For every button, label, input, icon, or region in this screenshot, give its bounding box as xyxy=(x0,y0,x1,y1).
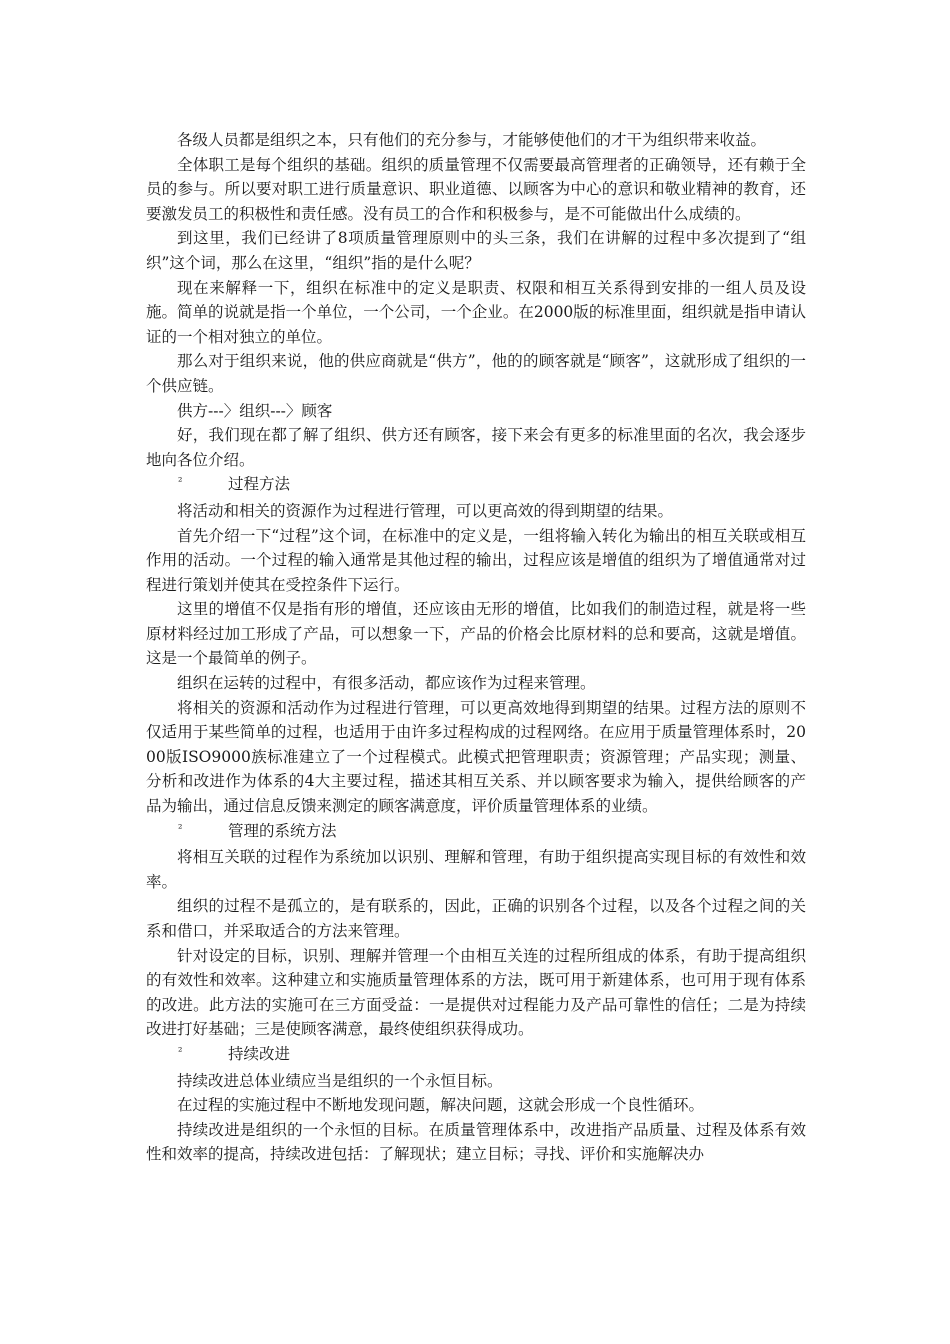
body-paragraph: 针对设定的目标，识别、理解并管理一个由相互关连的过程所组成的体系，有助于提高组织的有效性和效率。这种建立和实施质量管理体系的方法，既可用于新建体系，也可用于现有体系的改进。此方法的实施可在三方面受益：一是提供对过程能力及产品可靠性的信任；二是为持续改进打好基础；三是使顾客满意，最终使组织获得成功。 xyxy=(146,946,806,1039)
body-paragraph: 那么对于组织来说，他的供应商就是“供方”，他的的顾客就是“顾客”，这就形成了组织的一个供应链。 xyxy=(146,352,806,395)
bullet-marker: ² xyxy=(178,821,183,835)
body-paragraph: 各级人员都是组织之本，只有他们的充分参与，才能够使他们的才干为组织带来收益。 xyxy=(177,131,767,149)
body-paragraph: 全体职工是每个组织的基础。组织的质量管理不仅需要最高管理者的正确领导，还有赖于全员的参与。所以要对职工进行质量意识、职业道德、以顾客为中心的意识和敬业精神的教育，还要激发员工的积极性和责任感。没有员工的合作和积极参与，是不可能做出什么成绩的。 xyxy=(146,155,806,223)
section-heading-text: 持续改进 xyxy=(228,1044,291,1063)
section-heading-text: 过程方法 xyxy=(228,475,291,494)
section-heading xyxy=(146,1042,806,1069)
body-paragraph: 好，我们现在都了解了组织、供方还有顾客，接下来会有更多的标准里面的名次，我会逐步地向各位介绍。 xyxy=(146,426,806,469)
document-body xyxy=(146,128,806,1167)
body-paragraph: 持续改进是组织的一个永恒的目标。在质量管理体系中，改进指产品质量、过程及体系有效性和效率的提高，持续改进包括：了解现状；建立目标；寻找、评价和实施解决办 xyxy=(146,1120,806,1164)
body-paragraph: 将相关的资源和活动作为过程进行管理，可以更高效地得到期望的结果。过程方法的原则不仅适用于某些简单的过程，也适用于由许多过程构成的过程网络。在应用于质量管理体系时，2000版ISO9000族标准建立了一个过程模式。此模式把管理职责；资源管理；产品实现；测量、分析和改进作为体系的4大主要过程，描述其相互关系、并以顾客要求为输入，提供给顾客的产品为输出，通过信息反馈来测定的顾客满意度，评价质量管理体系的业绩。 xyxy=(146,698,806,816)
body-paragraph: 首先介绍一下“过程”这个词，在标准中的定义是，一组将输入转化为输出的相互关联或相互作用的活动。一个过程的输入通常是其他过程的输出，过程应该是增值的组织为了增值通常对过程进行策划并使其在受控条件下运行。 xyxy=(146,526,806,594)
body-paragraph: 组织的过程不是孤立的，是有联系的，因此，正确的识别各个过程，以及各个过程之间的关系和借口，并采取适合的方法来管理。 xyxy=(146,897,806,940)
body-paragraph: 这里的增值不仅是指有形的增值，还应该由无形的增值，比如我们的制造过程，就是将一些原材料经过加工形成了产品，可以想象一下，产品的价格会比原材料的总和要高，这就是增值。这是一个最简单的例子。 xyxy=(146,600,806,668)
body-paragraph: 将相互关联的过程作为系统加以识别、理解和管理，有助于组织提高实现目标的有效性和效率。 xyxy=(146,848,806,891)
bullet-marker: ² xyxy=(178,1044,183,1058)
section-heading xyxy=(146,819,806,846)
body-paragraph: 将活动和相关的资源作为过程进行管理，可以更高效的得到期望的结果。 xyxy=(177,501,674,520)
body-paragraph: 供方---〉组织---〉顾客 xyxy=(177,401,333,420)
body-paragraph: 到这里，我们已经讲了8项质量管理原则中的头三条，我们在讲解的过程中多次提到了“组织”这个词，那么在这里，“组织”指的是什么呢？ xyxy=(146,229,806,272)
body-paragraph: 组织在运转的过程中，有很多活动，都应该作为过程来管理。 xyxy=(177,674,596,693)
body-paragraph: 现在来解释一下，组织在标准中的定义是职责、权限和相互关系得到安排的一组人员及设施。简单的说就是指一个单位，一个公司，一个企业。在2000版的标准里面，组织就是指申请认证的一个相对独立的单位。 xyxy=(146,278,806,346)
section-heading-text: 管理的系统方法 xyxy=(228,821,337,840)
body-paragraph: 持续改进总体业绩应当是组织的一个永恒目标。 xyxy=(177,1071,503,1090)
section-heading xyxy=(146,472,806,499)
bullet-marker: ² xyxy=(178,475,183,489)
body-paragraph: 在过程的实施过程中不断地发现问题，解决问题，这就会形成一个良性循环。 xyxy=(177,1096,705,1115)
